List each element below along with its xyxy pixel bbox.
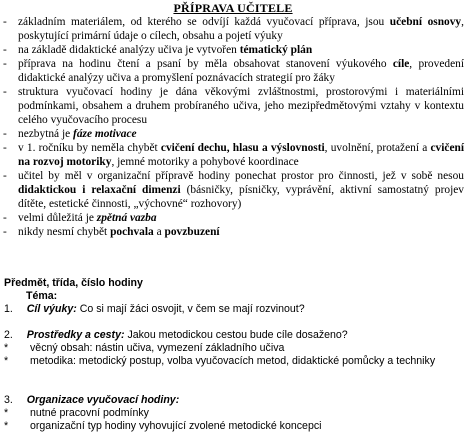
emphasized-text: cvičení dechu, hlasu a výslovnosti [160,142,325,154]
bullet-item [0,211,466,225]
bullet-text: a [153,226,165,238]
bullet-item [0,169,466,211]
item-text: Co si mají žáci osvojit, v čem se mají rozvinout? [76,303,305,315]
emphasized-text: učební osnovy [389,16,462,28]
bullet-dash: - [3,16,7,28]
bullet-item [0,57,466,85]
topic-label: Téma: [26,290,58,302]
item-label: Prostředky a cesty: [26,329,125,341]
subject-heading: Předmět, třída, číslo hodiny [4,277,143,289]
bullet-text: nikdy nesmí chybět [18,226,111,238]
emphasized-text: pochvala [110,226,154,238]
bullet-item [0,127,466,141]
bullet-text: na základě didaktické analýzy učiva je vytvořen [18,44,240,56]
emphasized-text: zpětná vazba [96,212,157,224]
bullet-item [0,43,466,57]
emphasized-text: tématický plán [239,44,313,56]
bullet-text: , provedení didaktické analýzy učiva a promyšlení poznávacích strategií pro žáky [18,58,464,84]
lesson-item-goal [4,303,305,316]
bullet-dash: - [3,142,7,154]
bullet-text: v 1. ročníku by neměla chybět [18,142,161,154]
bullet-dash: - [3,44,7,56]
bullet-text: (básničky, písničky, vyprávění, aktivní samostatný projev dítěte, estetické činnosti, „výchovné“ rozhovory) [18,184,464,210]
bullet-text: struktura vyučovací hodiny je dána věkovými zvláštnostmi, prostorovými i materiálními podmínkami, obsahem a druhem probíraného učiva, jeho mezipředmětovými vztahy v kontextu celého vyučovacího procesu [18,86,464,126]
bullet-text: velmi důležitá je [18,212,97,224]
item-number: 1. [4,303,13,315]
bullet-text: učitel by měl v organizační přípravě hodiny ponechat prostor pro činnosti, jež v sobě nesou [18,170,464,182]
bullet-text: příprava na hodinu čtení a psaní by měla obsahovat stanovení výukového [18,58,393,70]
bullet-item [0,225,466,239]
bullet-text: , uvolnění, protažení a [324,142,431,154]
bullet-dash: - [3,212,7,224]
item-label: Cíl výuky: [26,303,77,315]
item-label: Organizace vyučovací hodiny: [26,394,180,406]
bullet-item [0,141,466,169]
emphasized-text: fáze motivace [73,128,137,140]
bullet-dash: - [3,226,7,238]
bullet-text: nezbytná je [18,128,74,140]
bullet-text: , jemné motoriky a pohybové koordinace [111,156,299,168]
lesson-item-organization [4,394,179,407]
lesson-item-means [4,329,348,342]
emphasized-text: cíle [392,58,410,70]
item-number: 3. [4,394,13,406]
bullet-text: , poskytující primární údaje o cílech, obsahu a pojetí výuky [18,16,464,42]
document-title: PŘÍPRAVA UČITELE [173,1,293,15]
emphasized-text: cvičení na rozvoj motoriky [18,142,464,168]
bullet-dash: - [3,86,7,98]
bullet-dash: - [3,170,7,182]
bullet-item [0,85,466,127]
emphasized-text: didaktickou i relaxační dimenzi [18,184,181,196]
bullet-dash: - [3,128,7,140]
item-text: Jakou metodickou cestou bude cíle dosaženo? [124,329,348,341]
bullet-dash: - [3,58,7,70]
emphasized-text: povzbuzení [164,226,220,238]
bullet-list [0,15,466,239]
bullet-item [0,15,466,43]
bullet-text: základním materiálem, od kterého se odvíjí každá vyučovací příprava, jsou [18,16,390,28]
item-number: 2. [4,329,13,341]
document-page: PŘÍPRAVA UČITELE - základním materiálem, od kterého se odvíjí každá vyučovací příprava, jsou učební osnovy, poskytující primární údaje o cílech, obsahu a pojetí výuky - na základě didaktické analýzy učiva je vytvořen tématický plán - příprava na hodinu čtení a psaní by měla obsahovat stanovení výukového cíle, provedení didaktické analýzy učiva a promyšlení poznávacích strategií pro žáky - struktura vyučovací hodiny je dána věkovými zvláštnostmi, prostorovými i materiálními podmínkami, obsahem a druhem probíraného učiva, jeho mezipředmětovými vztahy v kontextu celého vyučovacího procesu - nezbytná je fáze motivace - v 1. ročníku by neměla chybět cvičení dechu, hlasu a výslovnosti, uvolnění, protažení a cvičení na rozvoj motoriky, jemné motoriky a pohybové koordinace - učitel by měl v organizační přípravě hodiny ponechat prostor pro činnosti, jež v sobě nesou didaktickou i relaxační dimenzi (básničky, písničky, vyprávění, aktivní samostatný projev dítěte, estetické činnosti, „výchovné“ rozhovory) - velmi důležitá je zpětná vazba - nikdy nesmí chybět pochvala a povzbuzení Předmět, třída, číslo hodiny Téma: 1. Cíl výuky: Co si mají žáci osvojit, v čem se mají rozvinout? 2. Prostředky a cesty: Jakou metodickou cestou bude cíle dosaženo? * věcný obsah: nástin učiva, vymezení základního učiva * metodika: metodický postup, volba vyučovacích metod, didaktické pomůcky a techniky 3. Organizace vyučovací hodiny: * nutné pracovní podmínky * organizační typ hodiny vyhovující zvolené metodické koncepci [0,0,466,446]
